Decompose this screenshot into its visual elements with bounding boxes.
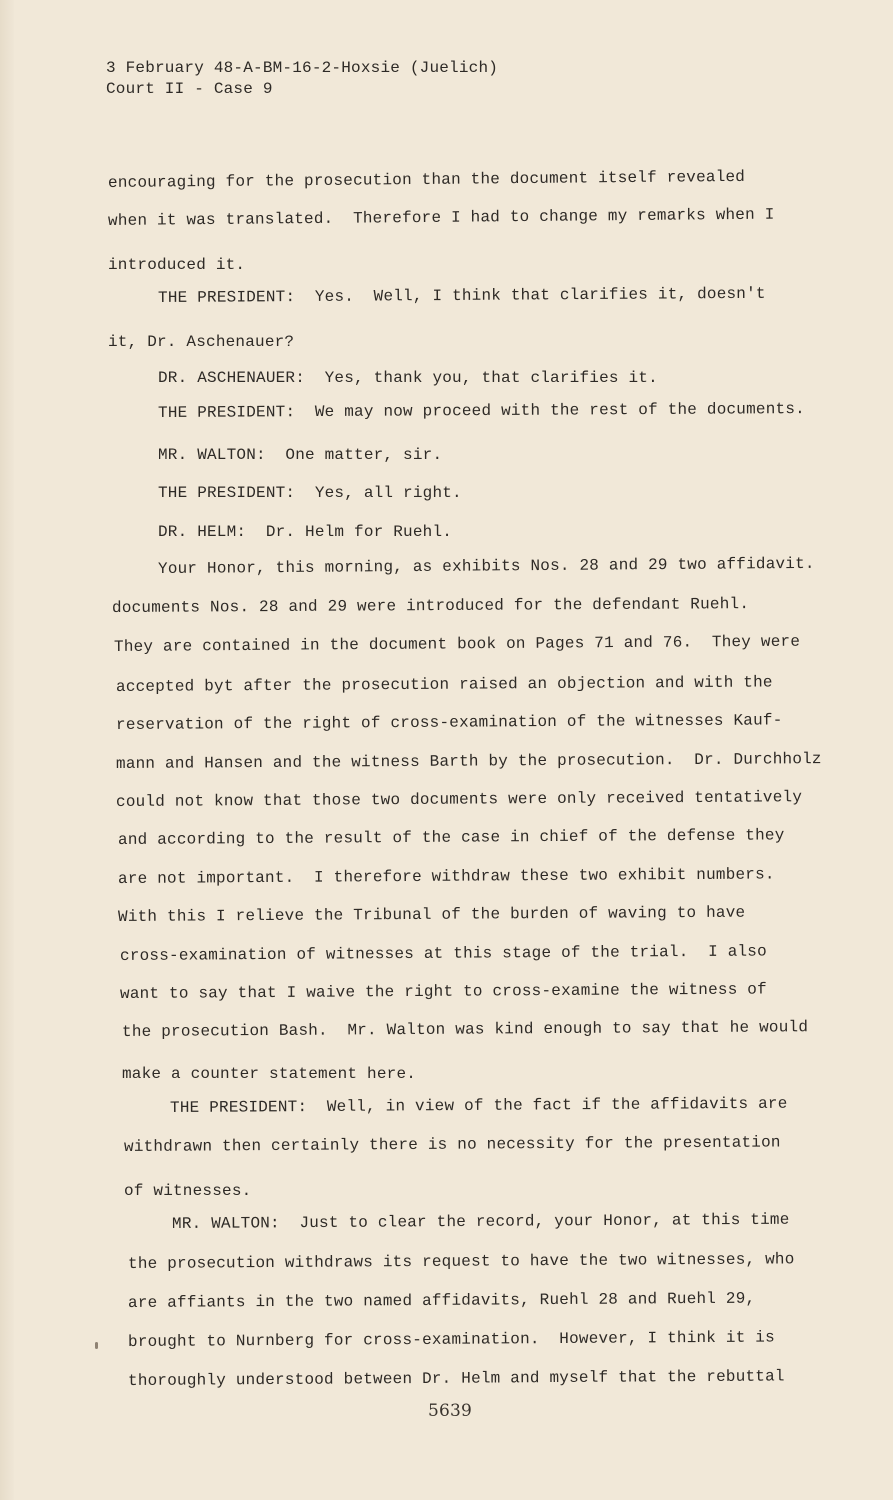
text-line: documents Nos. 28 and 29 were introduced for the defendant Ruehl. [111,595,750,617]
text-line: encouraging for the prosecution than the document itself revealed [107,167,746,192]
text-line: With this I relieve the Tribunal of the burden of waving to have [117,903,746,926]
text-line: could not know that those two documents were only received tentatively [115,788,803,811]
text-line: mann and Hansen and the witness Barth by the prosecution. Dr. Durchholz [115,750,822,773]
text-line: when it was translated. Therefore I had to change my remarks when I [107,205,775,230]
header-line-court-case: Court II - Case 9 [106,80,273,98]
page-header [106,58,498,100]
text-line: it, Dr. Aschenauer? [108,333,295,351]
text-line: DR. ASCHENAUER: Yes, thank you, that clarifies it. [158,369,658,387]
text-line: brought to Nurnberg for cross-examination. However, I think it is [127,1328,775,1351]
text-line: introduced it. [108,256,246,274]
text-line: THE PRESIDENT: Yes, all right. [158,484,462,502]
text-line: want to say that I waive the right to cross-examine the witness of [119,980,767,1003]
text-line: are affiants in the two named affidavits, Ruehl 28 and Ruehl 29, [127,1289,756,1312]
text-line: the prosecution withdraws its request to have the two witnesses, who [127,1250,795,1273]
text-line: MR. WALTON: One matter, sir. [158,446,443,464]
text-line: the prosecution Bash. Mr. Walton was kind enough to say that he would [121,1018,809,1041]
text-line: accepted byt after the prosecution raised an objection and with the [115,673,773,696]
page-number: 5639 [428,1401,473,1421]
page-left-edge [0,0,14,1500]
text-line: MR. WALTON: Just to clear the record, your Honor, at this time [171,1210,790,1233]
header-line-date-code: 3 February 48-A-BM-16-2-Hoxsie (Juelich) [106,59,499,77]
text-line: DR. HELM: Dr. Helm for Ruehl. [158,523,453,541]
text-line: reservation of the right of cross-examination of the witnesses Kauf- [115,711,783,734]
text-line: THE PRESIDENT: We may now proceed with the rest of the documents. [157,400,805,422]
text-line: of witnesses. [124,1182,252,1200]
text-line: They are contained in the document book on Pages 71 and 76. They were [113,632,801,656]
text-line: thoroughly understood between Dr. Helm and myself that the rebuttal [127,1367,785,1390]
text-line: are not important. I therefore withdraw these two exhibit numbers. [117,865,775,888]
text-line: cross-examination of witnesses at this stage of the trial. I also [119,942,767,965]
text-line: make a counter statement here. [122,1065,417,1083]
text-line: and according to the result of the case in chief of the defense they [117,826,785,849]
text-line: THE PRESIDENT: Well, in view of the fact if the affidavits are [169,1094,788,1117]
text-line: withdrawn then certainly there is no necessity for the presentation [123,1133,781,1156]
text-line: THE PRESIDENT: Yes. Well, I think that clarifies it, doesn't [157,284,766,307]
text-line: Your Honor, this morning, as exhibits Nos. 28 and 29 two affidavit. [157,554,815,578]
ink-mark [95,1342,98,1349]
